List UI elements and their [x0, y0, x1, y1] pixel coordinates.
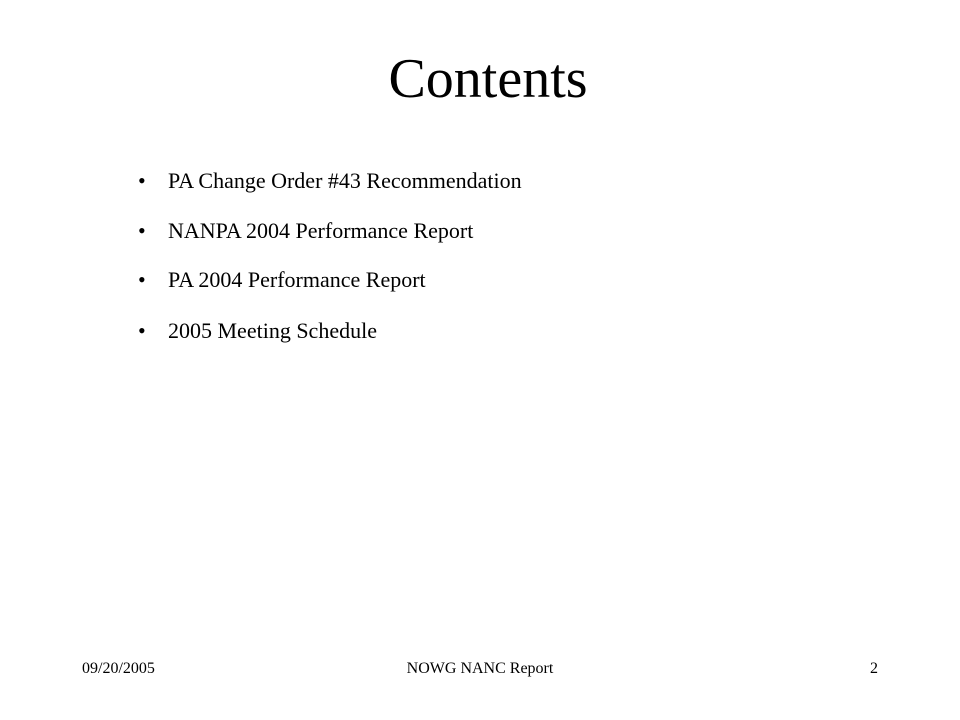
bullet-dot-icon: • — [138, 218, 146, 243]
bullet-item — [138, 167, 522, 195]
footer-date: 09/20/2005 — [82, 660, 155, 677]
bullet-text: PA Change Order #43 Recommendation — [168, 168, 522, 193]
bullet-dot-icon: • — [138, 318, 146, 343]
slide-title: Contents — [388, 48, 588, 110]
footer-page-number: 2 — [870, 660, 878, 677]
bullet-item — [138, 317, 377, 345]
bullet-dot-icon: • — [138, 168, 146, 193]
bullet-text: NANPA 2004 Performance Report — [168, 218, 474, 243]
bullet-text: PA 2004 Performance Report — [168, 267, 426, 292]
footer-title: NOWG NANC Report — [406, 660, 554, 677]
bullet-text: 2005 Meeting Schedule — [168, 318, 377, 343]
bullet-item — [138, 217, 473, 245]
bullet-dot-icon: • — [138, 267, 146, 292]
bullet-item — [138, 266, 426, 294]
